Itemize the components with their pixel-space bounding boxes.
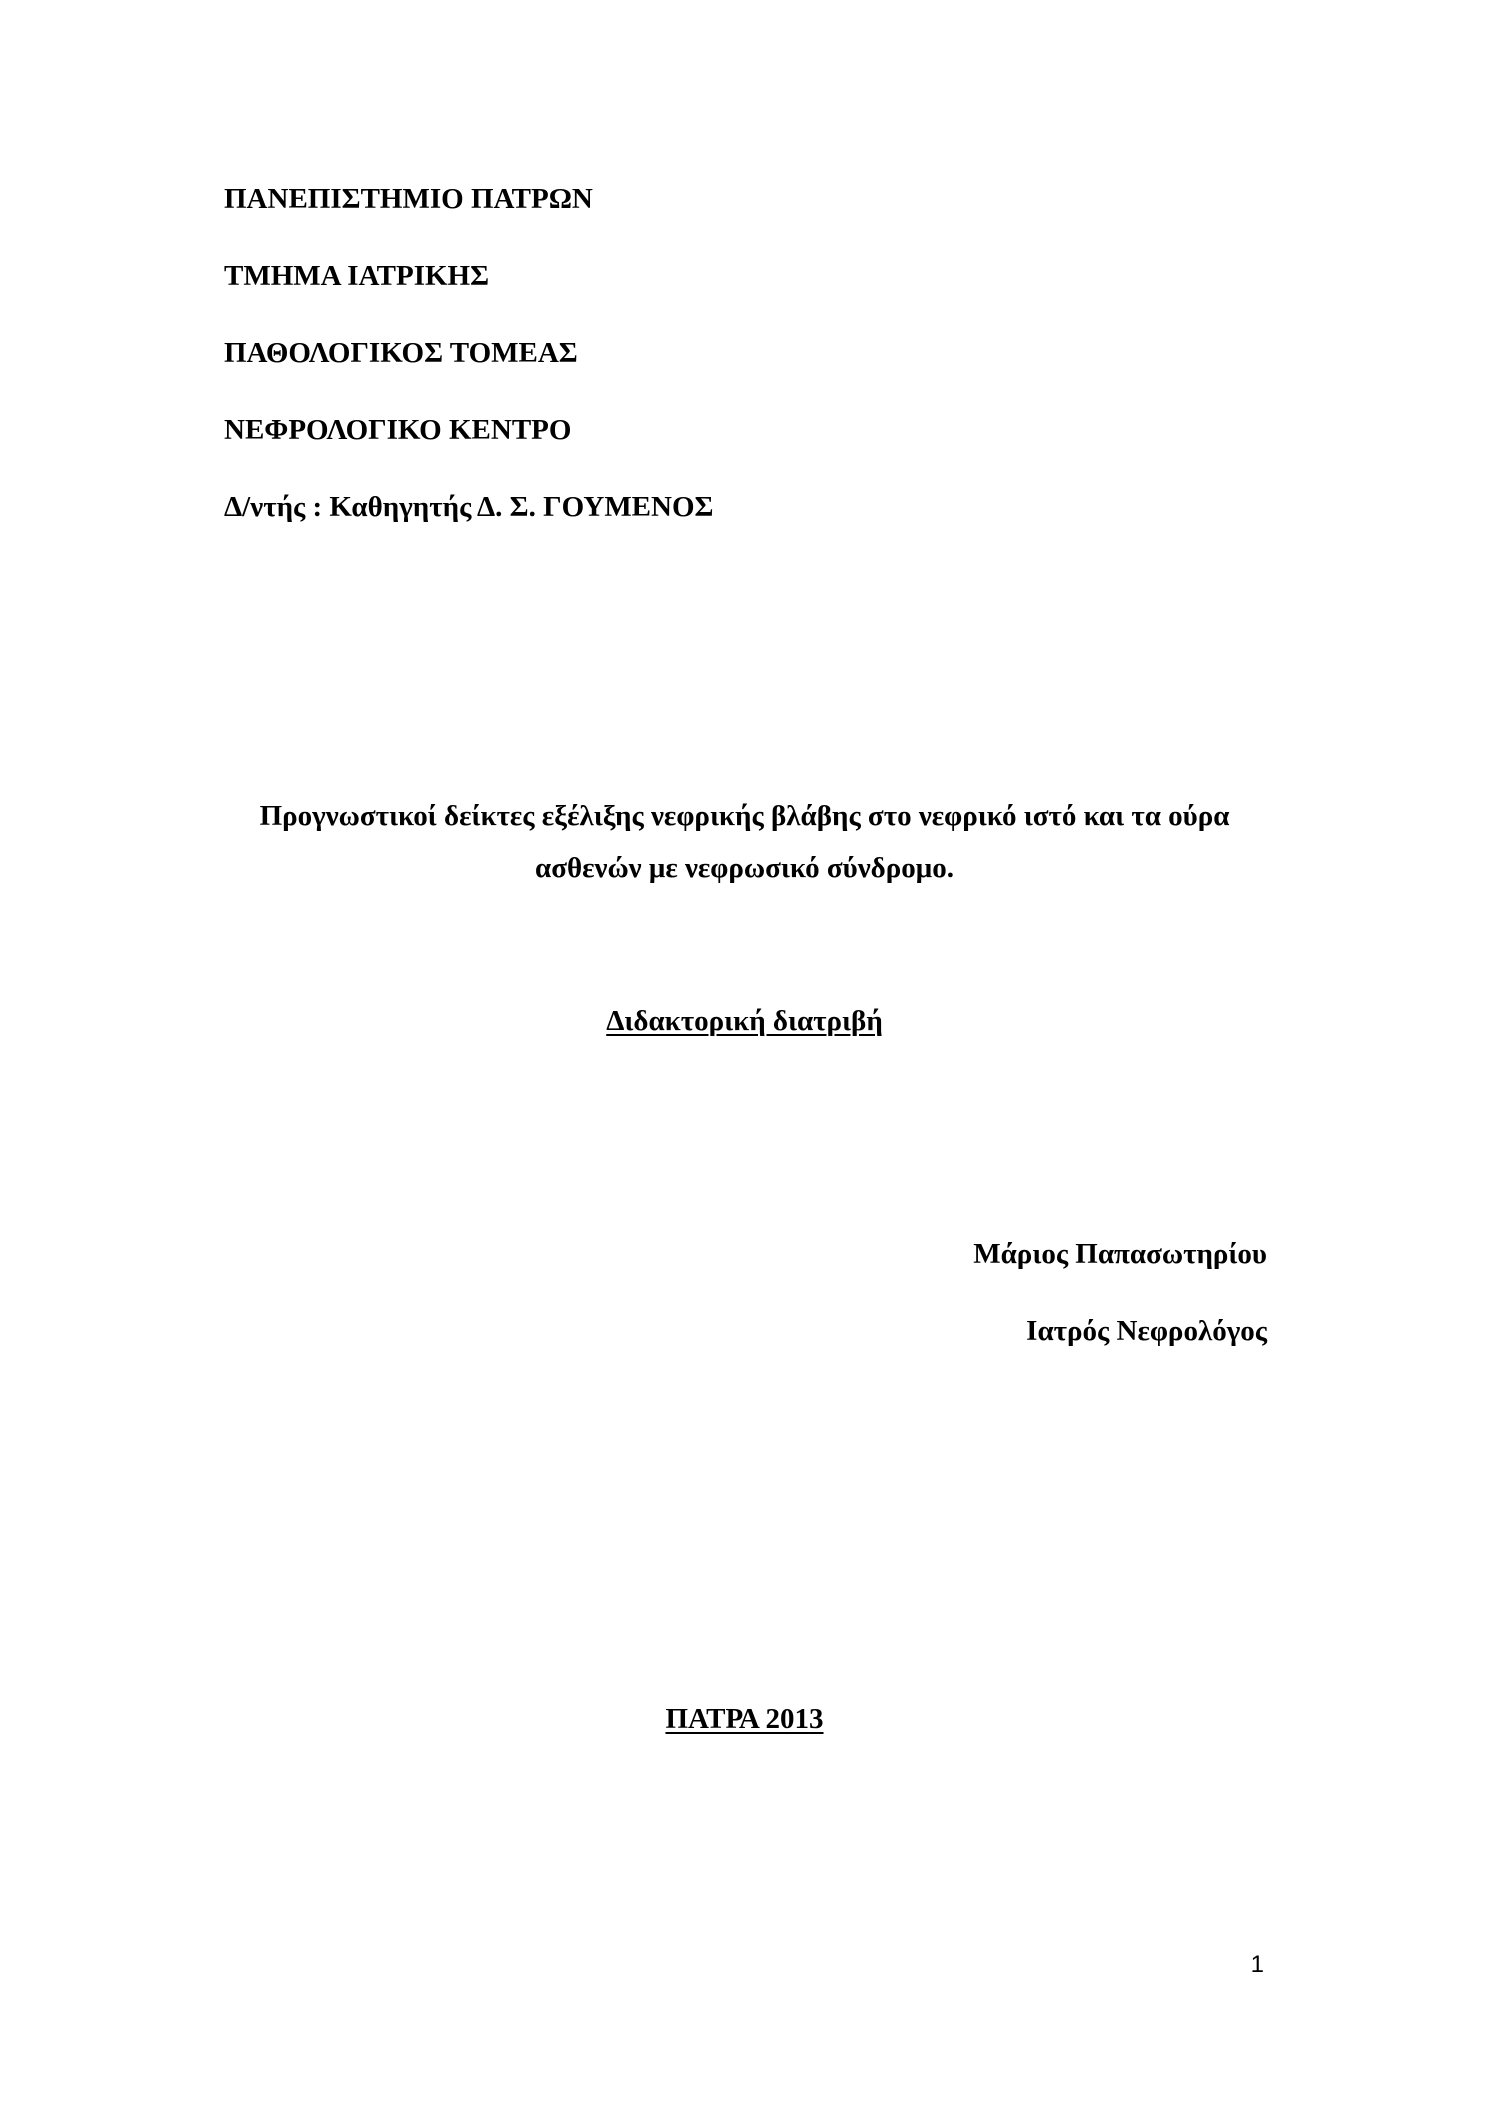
sector-name: ΠΑΘΟΛΟΓΙΚΟΣ ΤΟΜΕΑΣ <box>224 337 578 369</box>
author-name: Μάριος Παπασωτηρίου <box>973 1238 1267 1270</box>
page-number: 1 <box>1250 1951 1264 1978</box>
thesis-title-line-1: Προγνωστικοί δείκτες εξέλιξης νεφρικής βλάβης στο νεφρικό ιστό και τα ούρα <box>259 800 1230 832</box>
university-name: ΠΑΝΕΠΙΣΤΗΜΙΟ ΠΑΤΡΩΝ <box>224 183 593 215</box>
place-year <box>0 1701 1489 1737</box>
place-year-text: ΠΑΤΡΑ 2013 <box>665 1703 824 1735</box>
department-name: ΤΜΗΜΑ ΙΑΤΡΙΚΗΣ <box>224 260 490 292</box>
document-type <box>0 1003 1489 1039</box>
director-line: Δ/ντής : Καθηγητής Δ. Σ. ΓΟΥΜΕΝΟΣ <box>224 491 714 523</box>
author-role: Ιατρός Νεφρολόγος <box>1026 1315 1267 1347</box>
document-type-text: Διδακτορική διατριβή <box>606 1005 883 1037</box>
thesis-title-line-2: ασθενών με νεφρωσικό σύνδρομο. <box>535 852 954 884</box>
center-name: ΝΕΦΡΟΛΟΓΙΚΟ ΚΕΝΤΡΟ <box>224 414 572 446</box>
